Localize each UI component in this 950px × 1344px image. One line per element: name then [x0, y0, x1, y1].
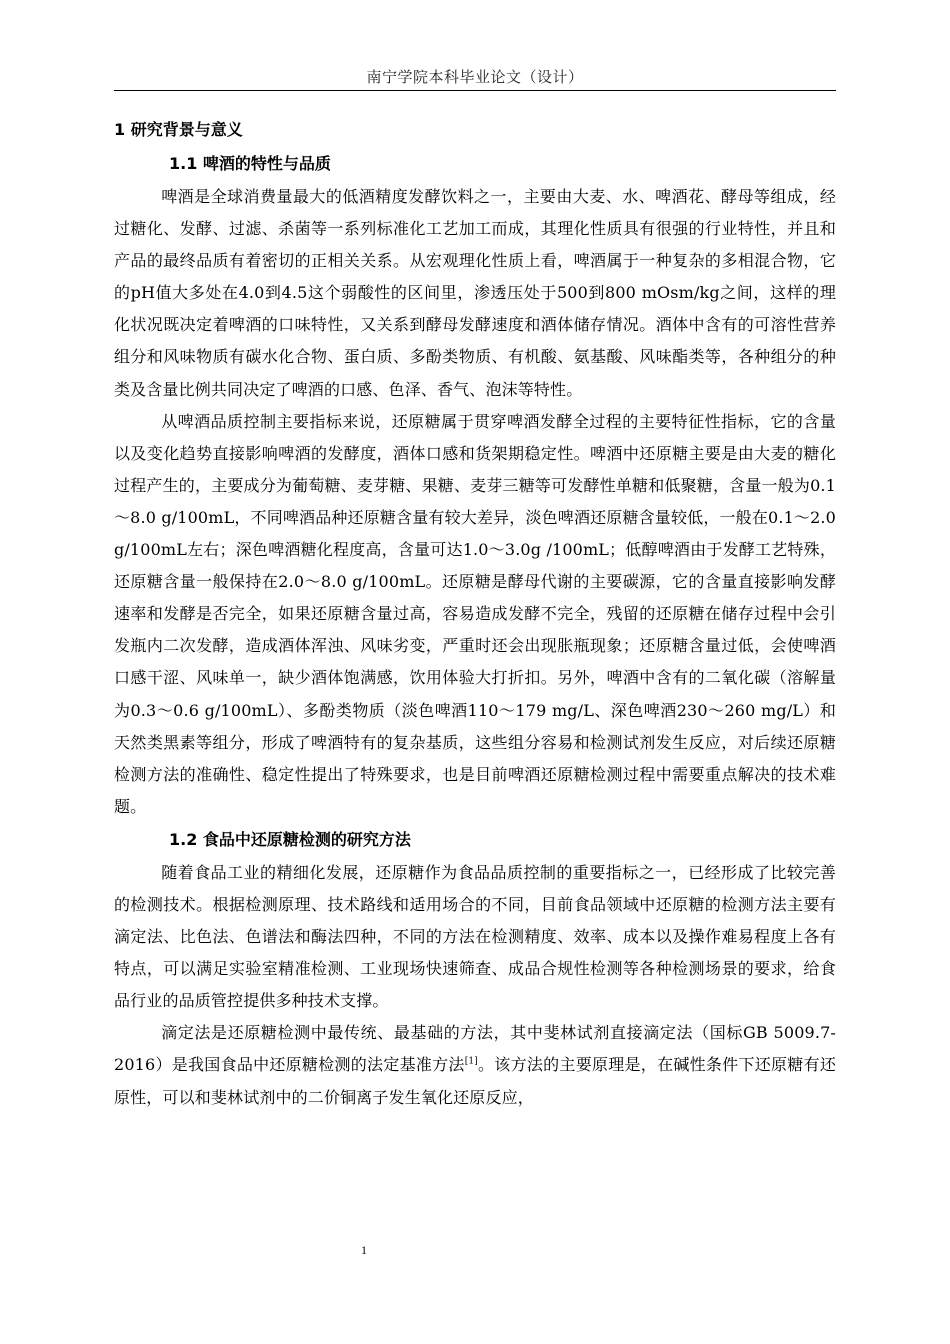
header-rule — [114, 90, 836, 91]
section-heading-1-2: 1.2 食品中还原糖检测的研究方法 — [169, 829, 411, 849]
section-heading-1-1: 1.1 啤酒的特性与品质 — [169, 154, 331, 173]
body-paragraph: 从啤酒品质控制主要指标来说，还原糖属于贯穿啤酒发酵全过程的主要特征性指标，它的含量以及变化趋势直接影响啤酒的发酵度，酒体口感和货架期稳定性。啤酒中还原糖主要是由大麦的糖化过程产生的，主要成分为葡萄糖、麦芽糖、果糖、麦芽三糖等可发酵性单糖和低聚糖，含量一般为0.1～8.0 g/100mL，不同啤酒品种还原糖含量有较大差异，淡色啤酒还原糖含量较低，一般在0.1～2.0 g/100mL左右；深色啤酒糖化程度高，含量可达1.0～3.0g /100mL；低醇啤酒由于发酵工艺特殊，还原糖含量一般保持在2.0～8.0 g/100mL。还原糖是酵母代谢的主要碳源，它的含量直接影响发酵速率和发酵是否完全，如果还原糖含量过高，容易造成发酵不完全，残留的还原糖在储存过程中会引发瓶内二次发酵，造成酒体浑浊、风味劣变，严重时还会出现胀瓶现象；还原糖含量过低，会使啤酒口感干涩、风味单一，缺少酒体饱满感，饮用体验大打折扣。另外，啤酒中含有的二氧化碳（溶解量为0.3～0.6 g/100mL）、多酚类物质（淡色啤酒110～179 mg/L、深色啤酒230～260 mg/L）和天然类黑素等组分，形成了啤酒特有的复杂基质，这些组分容易和检测试剂发生反应，对后续还原糖检测方法的准确性、稳定性提出了特殊要求，也是目前啤酒还原糖检测过程中需要重点解决的技术难题。 — [114, 411, 836, 816]
body-paragraph: 随着食品工业的精细化发展，还原糖作为食品品质控制的重要指标之一，已经形成了比较完善的检测技术。根据检测原理、技术路线和适用场合的不同，目前食品领域中还原糖的检测方法主要有滴定法、比色法、色谱法和酶法四种，不同的方法在检测精度、效率、成本以及操作难易程度上各有特点，可以满足实验室精准检测、工业现场快速筛查、成品合规性检测等各种检测场景的要求，给食品行业的品质管控提供多种技术支撑。 — [114, 862, 836, 1011]
body-paragraph: 啤酒是全球消费量最大的低酒精度发酵饮料之一，主要由大麦、水、啤酒花、酵母等组成，经过糖化、发酵、过滤、杀菌等一系列标准化工艺加工而成，其理化性质具有很强的行业特性，并且和产品的最终品质有着密切的正相关关系。从宏观理化性质上看，啤酒属于一种复杂的多相混合物，它的pH值大多处在4.0到4.5这个弱酸性的区间里，渗透压处于500到800 mOsm/kg之间，这样的理化状况既决定着啤酒的口味特性，又关系到酵母发酵速度和酒体储存情况。酒体中含有的可溶性营养组分和风味物质有碳水化合物、蛋白质、多酚类物质、有机酸、氨基酸、风味酯类等，各种组分的种类及含量比例共同决定了啤酒的口感、色泽、香气、泡沫等特性。 — [114, 187, 836, 399]
running-header: 南宁学院本科毕业论文（设计） — [366, 68, 584, 86]
page-body — [114, 113, 836, 1114]
section-heading-1: 1 研究背景与意义 — [114, 120, 243, 139]
body-paragraph — [114, 1017, 836, 1113]
page-number: 1 — [361, 1243, 367, 1257]
paragraph-text: 滴定法是还原糖检测中最传统、最基础的方法，其中斐林试剂直接滴定法（国标GB 5009.7-2016）是我国食品中还原糖检测的法定基准方法 — [114, 1023, 836, 1075]
citation-reference[interactable]: [1] — [464, 1057, 478, 1068]
paragraph-text: 。该方法的主要原理是，在碱性条件下还原糖有还原性，可以和斐林试剂中的二价铜离子发生氧化还原反应， — [114, 1055, 836, 1107]
